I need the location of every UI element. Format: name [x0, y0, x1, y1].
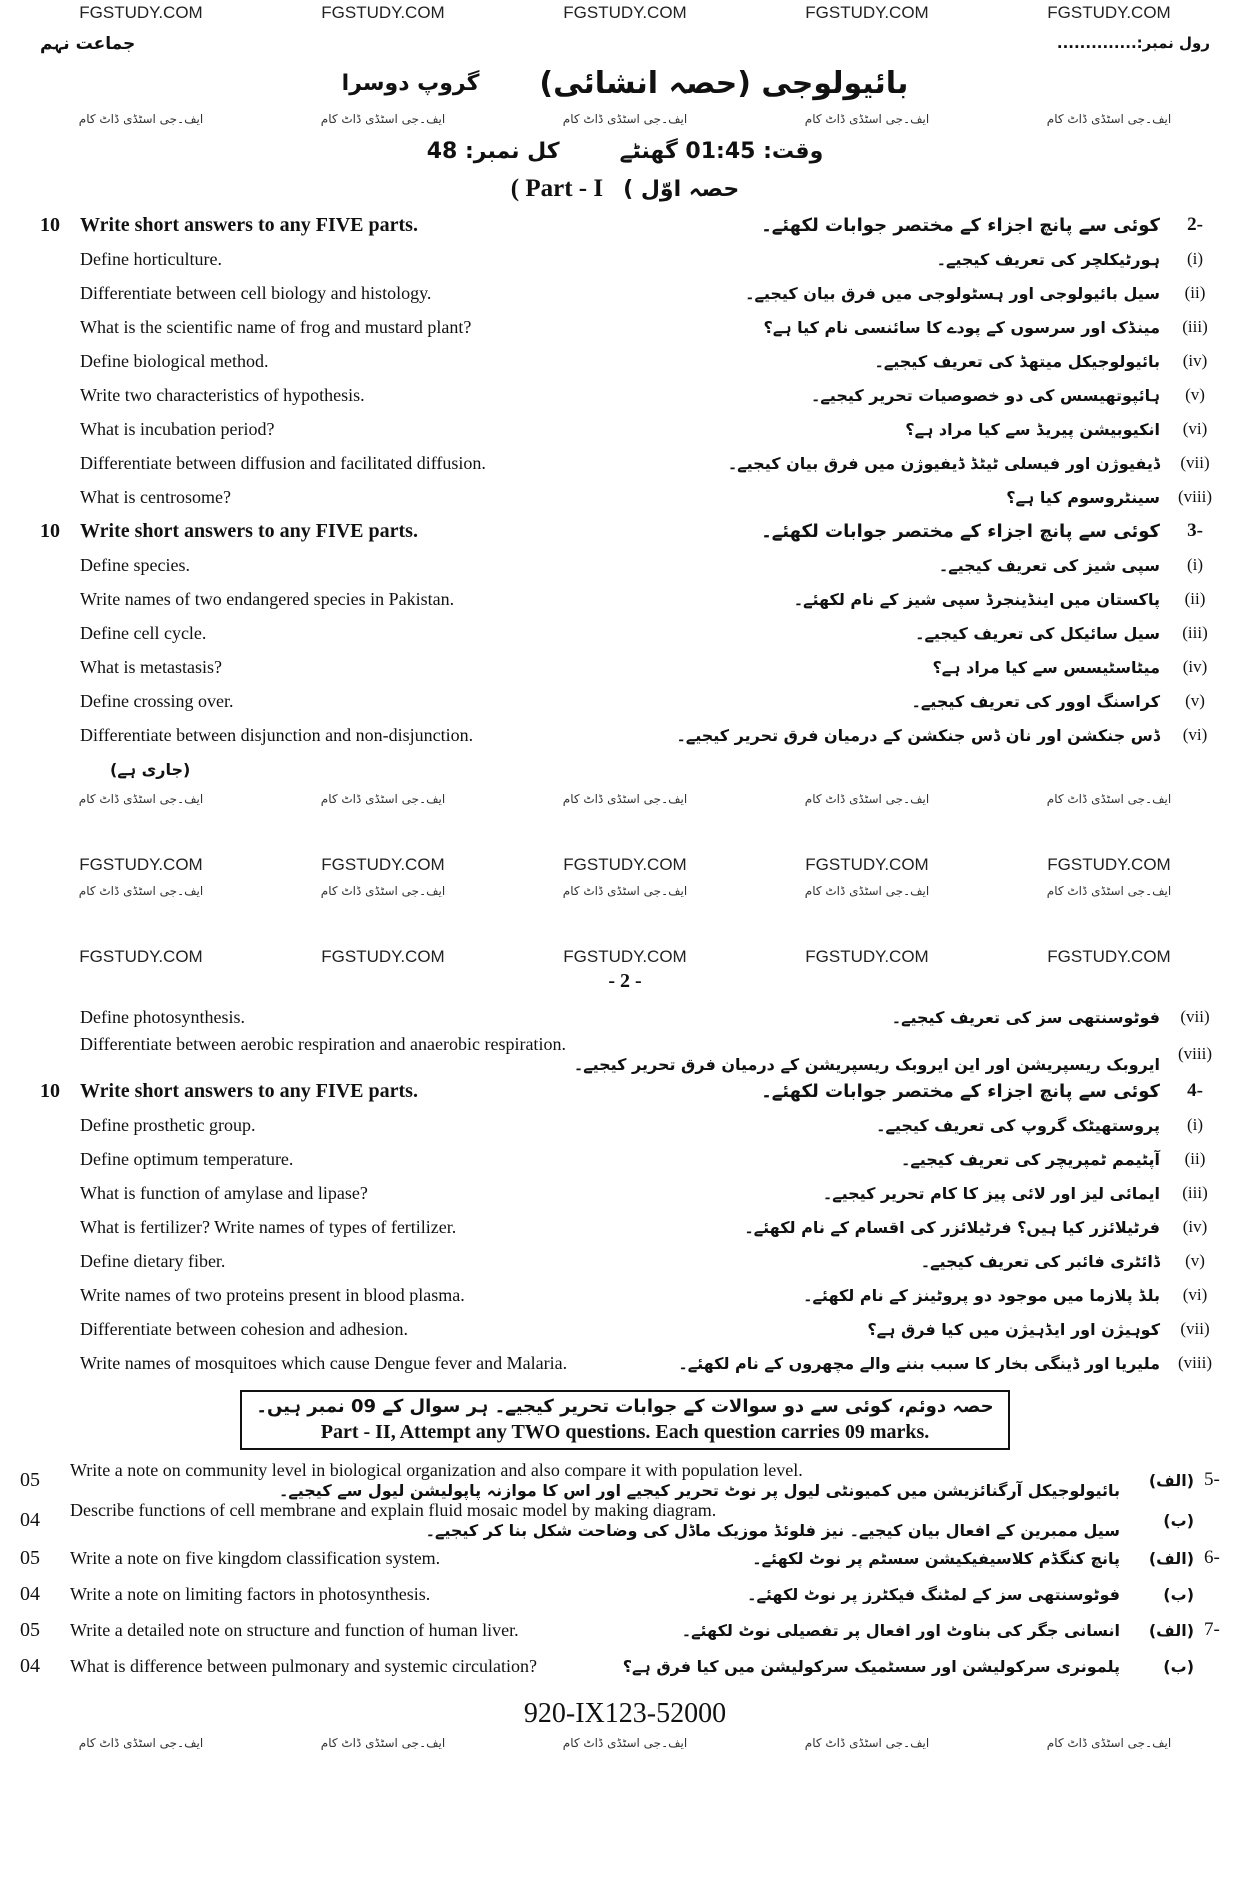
question-item-en: Define cell cycle.: [80, 622, 207, 643]
long-question-content: [70, 1548, 1120, 1569]
question-item-ur: ہائپوتھیسس کی دو خصوصیات تحریر کیجیے۔: [811, 385, 1160, 405]
long-question-part: (الف): [1148, 1470, 1194, 1490]
question-item-ur: کوہیژن اور ایڈہیژن میں کیا فرق ہے؟: [867, 1319, 1160, 1339]
question-item: [20, 718, 1230, 752]
question-item-en: Differentiate between disjunction and non-disjunction.: [80, 724, 474, 745]
question-item-number: (viii): [1178, 1353, 1212, 1372]
question-item-ur: ایروبک ریسپریشن اور این ایروبک ریسپریشن کے درمیان فرق تحریر کیجیے۔: [573, 1055, 1160, 1074]
header-title-row: [20, 60, 1230, 106]
long-question-ur: پلمونری سرکولیشن اور سسٹمیک سرکولیشن میں کیا فرق ہے؟: [622, 1656, 1120, 1676]
question-item-number: (v): [1185, 385, 1205, 404]
question-item-ur: پاکستان میں اینڈینجرڈ سپی شیز کے نام لکھئے۔: [793, 589, 1160, 609]
question-item-content: [80, 1115, 1160, 1136]
question-title-en: Write short answers to any FIVE parts.: [80, 213, 418, 236]
question-item-en: What is metastasis?: [80, 656, 222, 677]
question-item-ur: پروستھیٹک گروپ کی تعریف کیجیے۔: [876, 1115, 1160, 1135]
question-item-en: Define photosynthesis.: [80, 1006, 245, 1027]
watermark-text: FGSTUDY.COM: [321, 3, 445, 22]
watermark-urdu: ایف۔جی اسٹڈی ڈاٹ کام: [78, 112, 204, 126]
long-question-en: Write a note on community level in biological organization and also compare it with population level.: [70, 1460, 803, 1480]
question-item-number: (vii): [1180, 1007, 1210, 1026]
class-label: جماعت نہم: [40, 33, 136, 54]
question-item: [20, 650, 1230, 684]
watermark-text: FGSTUDY.COM: [563, 947, 687, 966]
question-item-number: (vii): [1180, 453, 1210, 472]
question-item-ur: ہورٹیکلچر کی تعریف کیجیے۔: [936, 249, 1160, 269]
watermark-text: FGSTUDY.COM: [1047, 3, 1171, 22]
question-item-content: [80, 453, 1160, 474]
question-marks: 10: [40, 519, 60, 542]
question-header: [20, 1074, 1230, 1108]
watermark-text: FGSTUDY.COM: [1047, 947, 1171, 966]
time-label: وقت: 01:45 گھنٹے: [619, 138, 824, 164]
question-item-content: [80, 283, 1160, 304]
long-question-ur: سیل ممبرین کے افعال بیان کیجیے۔ نیز فلوئڈ موزیک ماڈل کی وضاحت شکل بنا کر کیجیے۔: [425, 1521, 1120, 1540]
question-item-ur: سینٹروسوم کیا ہے؟: [1006, 487, 1160, 507]
question-item-en: Define horticulture.: [80, 248, 222, 269]
watermark-strip: [20, 944, 1230, 970]
roll-number-field: رول نمبر:..............: [1056, 34, 1210, 52]
continued-row: [20, 752, 1230, 786]
long-question-number: 7-: [1204, 1619, 1220, 1640]
long-question-number: 6-: [1204, 1547, 1220, 1568]
part-one-en: ( Part - I: [510, 175, 604, 202]
long-question-marks: 05: [20, 1618, 40, 1641]
watermark-urdu: ایف۔جی اسٹڈی ڈاٹ کام: [562, 792, 688, 806]
watermark-text: FGSTUDY.COM: [805, 3, 929, 22]
question-item-content: [80, 317, 1160, 338]
subject-title: بائیولوجی (حصہ انشائی): [539, 65, 909, 101]
watermark-strip: [20, 1730, 1230, 1756]
question-header: [20, 514, 1230, 548]
header-top-row: [20, 26, 1230, 60]
question-item-en: Differentiate between cohesion and adhesion.: [80, 1318, 409, 1339]
question-item-content: [80, 249, 1160, 270]
watermark-urdu: ایف۔جی اسٹڈی ڈاٹ کام: [1046, 884, 1172, 898]
long-question-labels: [1120, 1469, 1230, 1491]
watermark-text: FGSTUDY.COM: [563, 855, 687, 874]
watermark-urdu: ایف۔جی اسٹڈی ڈاٹ کام: [562, 1736, 688, 1750]
long-question-content: [70, 1460, 1120, 1500]
question-3-continued: [20, 1000, 1230, 1074]
long-question-part: (الف): [1148, 1620, 1194, 1640]
long-question-content: [70, 1620, 1120, 1641]
watermark-urdu: ایف۔جی اسٹڈی ڈاٹ کام: [1046, 1736, 1172, 1750]
question-header-content: [80, 520, 1160, 543]
watermark-urdu: ایف۔جی اسٹڈی ڈاٹ کام: [78, 792, 204, 806]
part-two-title-en: Part - II, Attempt any TWO questions. Each question carries 09 marks.: [320, 1421, 930, 1443]
question-title-ur: کوئی سے پانچ اجزاء کے مختصر جوابات لکھئے۔: [761, 520, 1160, 542]
long-question-labels: [1120, 1585, 1230, 1604]
question-item-number: (i): [1186, 555, 1204, 574]
question-item-en: Define species.: [80, 554, 190, 575]
long-question-marks: 05: [20, 1468, 40, 1491]
long-question: [20, 1648, 1230, 1684]
long-question-ur: پانچ کنگڈم کلاسیفیکیشن سسٹم پر نوٹ لکھئے۔: [752, 1548, 1120, 1568]
question-item-number: (iii): [1182, 1183, 1208, 1202]
long-question-labels: [1120, 1619, 1230, 1641]
question-item-en: What is fertilizer? Write names of types of fertilizer.: [80, 1216, 457, 1237]
question-title-en: Write short answers to any FIVE parts.: [80, 519, 418, 542]
question-marks: 10: [40, 213, 60, 236]
question-item-number: (ii): [1184, 589, 1206, 608]
watermark-text: FGSTUDY.COM: [563, 3, 687, 22]
question-item-en: What is incubation period?: [80, 418, 275, 439]
question-item-content: [80, 1251, 1160, 1272]
question-item: [20, 276, 1230, 310]
question-item-content: [80, 1007, 1160, 1028]
question-item-content: [80, 691, 1160, 712]
question-item-content: [80, 589, 1160, 610]
long-question-en: Write a note on five kingdom classification system.: [70, 1547, 441, 1568]
watermark-urdu: ایف۔جی اسٹڈی ڈاٹ کام: [804, 1736, 930, 1750]
question-item-en: What is the scientific name of frog and mustard plant?: [80, 316, 472, 337]
question-item-number: (vi): [1182, 725, 1208, 744]
question-item-en: Write names of mosquitoes which cause Dengue fever and Malaria.: [80, 1352, 568, 1373]
long-question-content: [70, 1584, 1120, 1605]
question-header: [20, 208, 1230, 242]
question-item-number: (iii): [1182, 317, 1208, 336]
question-item-ur: آپٹیمم ٹمپریچر کی تعریف کیجیے۔: [900, 1149, 1160, 1169]
long-questions: [20, 1460, 1230, 1684]
long-question-en: Describe functions of cell membrane and explain fluid mosaic model by making diagram.: [70, 1500, 717, 1520]
paper-code: 920-IX123-52000: [523, 1698, 727, 1729]
question-item-en: Define biological method.: [80, 350, 269, 371]
question-number: 3-: [1187, 520, 1203, 541]
question-item: [20, 616, 1230, 650]
question-item: [20, 310, 1230, 344]
long-question-labels: [1120, 1547, 1230, 1569]
watermark-text: FGSTUDY.COM: [321, 855, 445, 874]
question-item-en: Write two characteristics of hypothesis.: [80, 384, 365, 405]
question-item-en: Differentiate between cell biology and histology.: [80, 282, 432, 303]
question-item-ur: سپی شیز کی تعریف کیجیے۔: [938, 555, 1160, 575]
total-marks-label: کل نمبر: 48: [426, 138, 560, 164]
page-number: - 2 -: [608, 970, 642, 992]
watermark-urdu: ایف۔جی اسٹڈی ڈاٹ کام: [804, 112, 930, 126]
question-item-ur: ملیریا اور ڈینگی بخار کا سبب بننے والے مچھروں کے نام لکھئے۔: [678, 1353, 1160, 1373]
question-item-content: [80, 351, 1160, 372]
watermark-text: FGSTUDY.COM: [79, 3, 203, 22]
part-two-instructions: [240, 1390, 1010, 1450]
question-item-ur: فرٹیلائزر کیا ہیں؟ فرٹیلائزر کی اقسام کے نام لکھئے۔: [744, 1217, 1160, 1237]
question-number: 4-: [1187, 1080, 1203, 1101]
long-question-labels: [1120, 1511, 1230, 1530]
long-question-ur: بائیولوجیکل آرگنائزیشن میں کمیونٹی لیول پر نوٹ تحریر کیجیے اور اس کا موازنہ پاپولیشن لیول سے کیجیے۔: [278, 1481, 1120, 1500]
question-marks: 10: [40, 1079, 60, 1102]
watermark-text: FGSTUDY.COM: [805, 947, 929, 966]
watermark-strip: [20, 0, 1230, 26]
long-question: [20, 1612, 1230, 1648]
question-item-ur: بائیولوجیکل میتھڈ کی تعریف کیجیے۔: [874, 351, 1160, 371]
question-number: 2-: [1187, 214, 1203, 235]
long-question: [20, 1460, 1230, 1500]
question-item-number: (vii): [1180, 1319, 1210, 1338]
watermark-strip: [20, 852, 1230, 878]
watermark-urdu: ایف۔جی اسٹڈی ڈاٹ کام: [78, 1736, 204, 1750]
question-header-content: [80, 214, 1160, 237]
question-item-ur: ڈائٹری فائبر کی تعریف کیجیے۔: [920, 1251, 1160, 1271]
question-item-ur: ڈیفیوژن اور فیسلی ٹیٹڈ ڈیفیوژن میں فرق بیان کیجیے۔: [727, 453, 1160, 473]
part-one-row: [20, 170, 1230, 208]
question-item: [20, 684, 1230, 718]
watermark-strip: [20, 106, 1230, 132]
question-item-number: (iv): [1182, 657, 1208, 676]
question-item-content: [80, 657, 1160, 678]
long-question-labels: [1120, 1657, 1230, 1676]
long-question-content: [70, 1656, 1120, 1677]
question-item-content: [80, 555, 1160, 576]
question-item: [20, 1278, 1230, 1312]
question-item-number: (iv): [1182, 1217, 1208, 1236]
question-item-content: [80, 1353, 1160, 1374]
question-item-content: [80, 1034, 1160, 1074]
long-question-ur: فوٹوسنتھی سز کے لمٹنگ فیکٹرز پر نوٹ لکھئے۔: [747, 1584, 1120, 1604]
question-item-number: (vi): [1182, 1285, 1208, 1304]
question-item-en: Differentiate between diffusion and facilitated diffusion.: [80, 452, 486, 473]
question-item-en: Define prosthetic group.: [80, 1114, 256, 1135]
question-item: [20, 1244, 1230, 1278]
question-item-content: [80, 1149, 1160, 1170]
long-question-content: [70, 1500, 1120, 1540]
question-item-content: [80, 487, 1160, 508]
question-item: [20, 1346, 1230, 1380]
question-item: [20, 480, 1230, 514]
question-item: [20, 1142, 1230, 1176]
question-item-number: (v): [1185, 1251, 1205, 1270]
question-item: [20, 1108, 1230, 1142]
long-question: [20, 1540, 1230, 1576]
long-question-ur: انسانی جگر کی بناوٹ اور افعال پر تفصیلی نوٹ لکھئے۔: [681, 1620, 1120, 1640]
question-item: [20, 1210, 1230, 1244]
watermark-urdu: ایف۔جی اسٹڈی ڈاٹ کام: [1046, 792, 1172, 806]
question-item-number: (ii): [1184, 283, 1206, 302]
long-question: [20, 1576, 1230, 1612]
long-question-marks: 04: [20, 1654, 40, 1677]
question-item-number: (i): [1186, 249, 1204, 268]
question-title-ur: کوئی سے پانچ اجزاء کے مختصر جوابات لکھئے۔: [761, 1080, 1160, 1102]
question-item-ur: ایمائی لیز اور لائی پیز کا کام تحریر کیجیے۔: [822, 1183, 1160, 1203]
question-item-content: [80, 1217, 1160, 1238]
question-item-en: Define optimum temperature.: [80, 1148, 294, 1169]
watermark-urdu: ایف۔جی اسٹڈی ڈاٹ کام: [562, 884, 688, 898]
question-item-en: Differentiate between aerobic respiration and anaerobic respiration.: [80, 1034, 566, 1054]
part-two-title-ur: حصہ دوئم، کوئی سے دو سوالات کے جوابات تحریر کیجیے۔ ہر سوال کے 09 نمبر ہیں۔: [256, 1396, 994, 1417]
question-item-content: [80, 1183, 1160, 1204]
question-item-number: (viii): [1178, 1044, 1212, 1063]
watermark-urdu: ایف۔جی اسٹڈی ڈاٹ کام: [78, 884, 204, 898]
question-item-ur: سیل سائیکل کی تعریف کیجیے۔: [915, 623, 1160, 643]
question-title-en: Write short answers to any FIVE parts.: [80, 1079, 418, 1102]
question-item-number: (iii): [1182, 623, 1208, 642]
question-item: [20, 412, 1230, 446]
long-question-en: Write a note on limiting factors in photosynthesis.: [70, 1583, 431, 1604]
watermark-urdu: ایف۔جی اسٹڈی ڈاٹ کام: [804, 792, 930, 806]
question-header-content: [80, 1080, 1160, 1103]
watermark-urdu: ایف۔جی اسٹڈی ڈاٹ کام: [320, 792, 446, 806]
question-item-ur: انکیوبیشن پیریڈ سے کیا مراد ہے؟: [905, 419, 1160, 439]
long-question-part: (ب): [1163, 1584, 1194, 1604]
question-item-en: Write names of two endangered species in Pakistan.: [80, 588, 455, 609]
question-2: [20, 208, 1230, 514]
question-item-ur: میٹاسٹیسس سے کیا مراد ہے؟: [932, 657, 1160, 677]
watermark-strip: [20, 878, 1230, 904]
question-item-content: [80, 1285, 1160, 1306]
watermark-text: FGSTUDY.COM: [805, 855, 929, 874]
long-question-en: What is difference between pulmonary and systemic circulation?: [70, 1655, 537, 1676]
question-3: [20, 514, 1230, 752]
question-item-content: [80, 623, 1160, 644]
question-item-number: (ii): [1184, 1149, 1206, 1168]
question-item-ur: مینڈک اور سرسوں کے پودے کا سائنسی نام کیا ہے؟: [763, 317, 1160, 337]
long-question-part: (الف): [1148, 1548, 1194, 1568]
watermark-urdu: ایف۔جی اسٹڈی ڈاٹ کام: [562, 112, 688, 126]
question-item-content: [80, 1319, 1160, 1340]
question-item-number: (v): [1185, 691, 1205, 710]
question-item: [20, 1000, 1230, 1034]
watermark-text: FGSTUDY.COM: [79, 947, 203, 966]
long-question-en: Write a detailed note on structure and function of human liver.: [70, 1619, 519, 1640]
question-title-ur: کوئی سے پانچ اجزاء کے مختصر جوابات لکھئے۔: [761, 214, 1160, 236]
question-item: [20, 378, 1230, 412]
question-item-en: What is centrosome?: [80, 486, 231, 507]
watermark-urdu: ایف۔جی اسٹڈی ڈاٹ کام: [320, 1736, 446, 1750]
question-item-en: Define dietary fiber.: [80, 1250, 226, 1271]
long-question-marks: 04: [20, 1582, 40, 1605]
question-item-en: What is function of amylase and lipase?: [80, 1182, 368, 1203]
question-item-en: Write names of two proteins present in blood plasma.: [80, 1284, 465, 1305]
question-item-ur: ڈس جنکشن اور نان ڈس جنکشن کے درمیان فرق تحریر کیجیے۔: [676, 725, 1160, 745]
header-time-row: [20, 132, 1230, 170]
question-item-ur: سیل بائیولوجی اور ہسٹولوجی میں فرق بیان کیجیے۔: [745, 283, 1160, 303]
question-item-number: (iv): [1182, 351, 1208, 370]
question-item: [20, 582, 1230, 616]
watermark-urdu: ایف۔جی اسٹڈی ڈاٹ کام: [320, 884, 446, 898]
watermark-strip: [20, 786, 1230, 812]
watermark-text: FGSTUDY.COM: [1047, 855, 1171, 874]
question-item: [20, 1176, 1230, 1210]
question-item: [20, 446, 1230, 480]
question-item-en: Define crossing over.: [80, 690, 234, 711]
watermark-urdu: ایف۔جی اسٹڈی ڈاٹ کام: [320, 112, 446, 126]
question-item-ur: کراسنگ اوور کی تعریف کیجیے۔: [911, 691, 1160, 711]
question-item-content: [80, 725, 1160, 746]
continued-label: (جاری ہے): [110, 759, 191, 779]
question-item: [20, 344, 1230, 378]
watermark-urdu: ایف۔جی اسٹڈی ڈاٹ کام: [804, 884, 930, 898]
group-label: گروپ دوسرا: [341, 70, 480, 96]
part-one-ur: حصہ اوّل ): [623, 176, 740, 202]
watermark-text: FGSTUDY.COM: [321, 947, 445, 966]
long-question-marks: 05: [20, 1546, 40, 1569]
question-item: [20, 548, 1230, 582]
long-question-part: (ب): [1163, 1510, 1194, 1530]
question-item-number: (viii): [1178, 487, 1212, 506]
question-item-number: (i): [1186, 1115, 1204, 1134]
question-item-content: [80, 419, 1160, 440]
question-item-content: [80, 385, 1160, 406]
long-question-number: 5-: [1204, 1469, 1220, 1490]
long-question: [20, 1500, 1230, 1540]
question-4: [20, 1074, 1230, 1380]
question-item: [20, 242, 1230, 276]
question-item: [20, 1312, 1230, 1346]
long-question-marks: 04: [20, 1508, 40, 1531]
question-item-ur: فوٹوسنتھی سز کی تعریف کیجیے۔: [891, 1007, 1160, 1027]
long-question-part: (ب): [1163, 1656, 1194, 1676]
question-item: [20, 1034, 1230, 1074]
question-item-ur: بلڈ پلازما میں موجود دو پروٹینز کے نام لکھئے۔: [803, 1285, 1160, 1305]
question-item-number: (vi): [1182, 419, 1208, 438]
watermark-urdu: ایف۔جی اسٹڈی ڈاٹ کام: [1046, 112, 1172, 126]
watermark-text: FGSTUDY.COM: [79, 855, 203, 874]
